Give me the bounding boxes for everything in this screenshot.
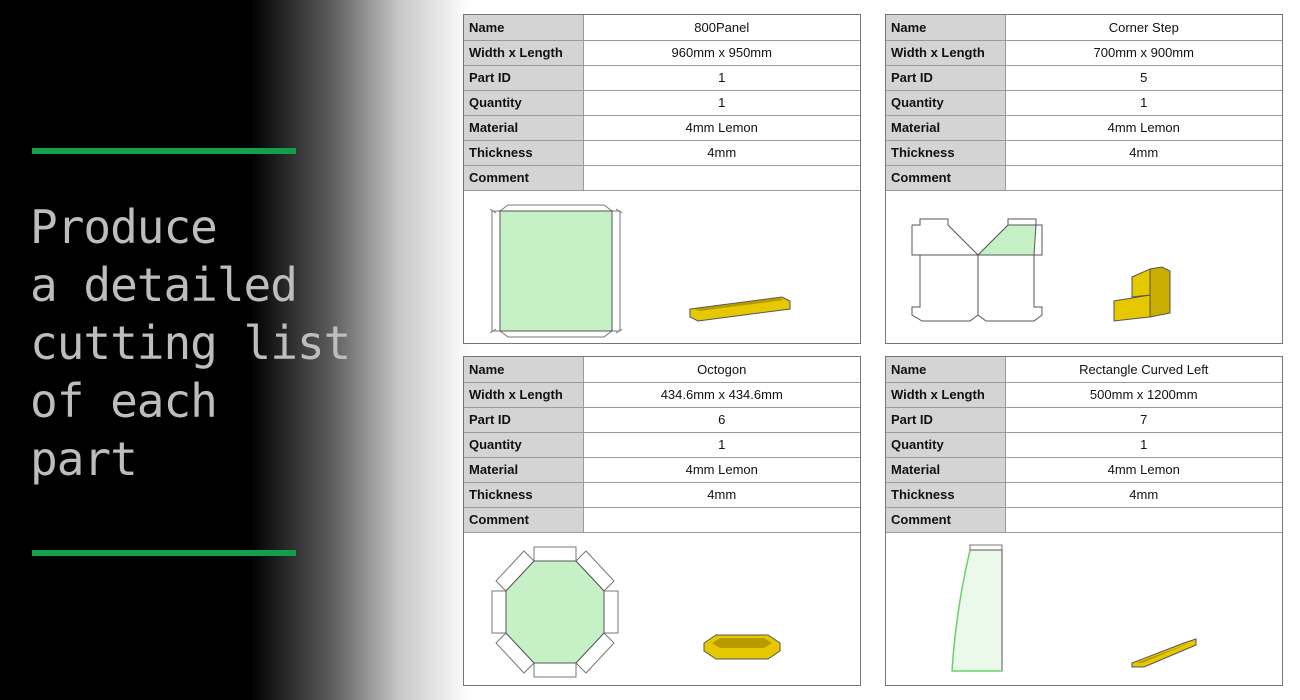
cut-area	[978, 225, 1036, 255]
quantity-label: Quantity	[464, 432, 583, 457]
name-label: Name	[464, 15, 583, 40]
thickness-label: Thickness	[886, 140, 1005, 165]
part-id-label: Part ID	[886, 65, 1005, 90]
part-card-corner-step	[885, 14, 1283, 344]
accent-rule-bottom	[32, 550, 296, 556]
part-id-label: Part ID	[886, 407, 1005, 432]
part-id-value: 7	[1005, 407, 1282, 432]
part-id-value: 1	[583, 65, 860, 90]
cut-area	[952, 550, 1002, 671]
part-id-label: Part ID	[464, 65, 583, 90]
part-id-value: 5	[1005, 65, 1282, 90]
table-row	[464, 482, 860, 507]
name-value: Octogon	[583, 357, 860, 382]
tagline-line: cutting list	[30, 316, 351, 370]
table-row	[464, 115, 860, 140]
table-row	[886, 140, 1282, 165]
material-value: 4mm Lemon	[1005, 115, 1282, 140]
flat-pattern-drawing	[464, 197, 860, 343]
table-row	[464, 432, 860, 457]
table-row	[886, 482, 1282, 507]
part-preview	[886, 197, 1282, 343]
thickness-label: Thickness	[464, 140, 583, 165]
tagline-line: a detailed	[30, 258, 297, 312]
size-label: Width x Length	[886, 382, 1005, 407]
comment-label: Comment	[886, 165, 1005, 190]
flat-pattern-drawing	[886, 197, 1282, 343]
table-row	[886, 165, 1282, 190]
comment-label: Comment	[886, 507, 1005, 532]
table-row	[464, 40, 860, 65]
part-details-table	[886, 15, 1282, 191]
cut-area	[506, 561, 604, 663]
quantity-value: 1	[583, 90, 860, 115]
material-label: Material	[464, 457, 583, 482]
table-row	[464, 65, 860, 90]
material-label: Material	[886, 457, 1005, 482]
comment-value	[1005, 165, 1282, 190]
name-label: Name	[886, 15, 1005, 40]
table-row	[886, 407, 1282, 432]
size-value: 500mm x 1200mm	[1005, 382, 1282, 407]
material-value: 4mm Lemon	[583, 457, 860, 482]
comment-value	[583, 165, 860, 190]
table-row	[886, 15, 1282, 40]
comment-label: Comment	[464, 507, 583, 532]
table-row	[464, 407, 860, 432]
table-row	[886, 382, 1282, 407]
table-row	[886, 507, 1282, 532]
thickness-value: 4mm	[1005, 140, 1282, 165]
name-value: Corner Step	[1005, 15, 1282, 40]
table-row	[886, 457, 1282, 482]
table-row	[464, 165, 860, 190]
part-card-rectangle-curved-left	[885, 356, 1283, 686]
material-label: Material	[464, 115, 583, 140]
thickness-value: 4mm	[583, 140, 860, 165]
part-preview	[886, 539, 1282, 685]
name-value: Rectangle Curved Left	[1005, 357, 1282, 382]
tagline-line: of each	[30, 374, 217, 428]
part-id-label: Part ID	[464, 407, 583, 432]
quantity-label: Quantity	[464, 90, 583, 115]
part-preview	[464, 197, 860, 343]
part-details-table	[886, 357, 1282, 533]
part-preview	[464, 539, 860, 685]
table-row	[886, 40, 1282, 65]
part-details-table	[464, 15, 860, 191]
part-card-800panel	[463, 14, 861, 344]
table-row	[886, 90, 1282, 115]
size-value: 700mm x 900mm	[1005, 40, 1282, 65]
thickness-label: Thickness	[886, 482, 1005, 507]
tagline-line: part	[30, 432, 137, 486]
table-row	[464, 15, 860, 40]
size-value: 434.6mm x 434.6mm	[583, 382, 860, 407]
quantity-label: Quantity	[886, 90, 1005, 115]
comment-value	[583, 507, 860, 532]
name-value: 800Panel	[583, 15, 860, 40]
size-label: Width x Length	[886, 40, 1005, 65]
quantity-value: 1	[1005, 432, 1282, 457]
cut-area	[500, 211, 612, 331]
tagline-line: Produce	[30, 200, 217, 254]
tagline	[30, 198, 351, 488]
material-value: 4mm Lemon	[583, 115, 860, 140]
accent-rule-top	[32, 148, 296, 154]
part-id-value: 6	[583, 407, 860, 432]
table-row	[464, 507, 860, 532]
quantity-value: 1	[583, 432, 860, 457]
size-value: 960mm x 950mm	[583, 40, 860, 65]
table-row	[886, 357, 1282, 382]
table-row	[464, 140, 860, 165]
table-row	[464, 382, 860, 407]
table-row	[464, 90, 860, 115]
name-label: Name	[886, 357, 1005, 382]
comment-value	[1005, 507, 1282, 532]
table-row	[886, 432, 1282, 457]
flat-pattern-drawing	[464, 539, 860, 685]
part-card-octogon	[463, 356, 861, 686]
table-row	[886, 115, 1282, 140]
size-label: Width x Length	[464, 382, 583, 407]
thickness-value: 4mm	[583, 482, 860, 507]
table-row	[464, 457, 860, 482]
quantity-label: Quantity	[886, 432, 1005, 457]
comment-label: Comment	[464, 165, 583, 190]
part-details-table	[464, 357, 860, 533]
table-row	[464, 357, 860, 382]
thickness-value: 4mm	[1005, 482, 1282, 507]
thickness-label: Thickness	[464, 482, 583, 507]
name-label: Name	[464, 357, 583, 382]
quantity-value: 1	[1005, 90, 1282, 115]
material-label: Material	[886, 115, 1005, 140]
flat-pattern-drawing	[886, 539, 1282, 685]
size-label: Width x Length	[464, 40, 583, 65]
table-row	[886, 65, 1282, 90]
part-3d-view	[1114, 295, 1150, 321]
material-value: 4mm Lemon	[1005, 457, 1282, 482]
